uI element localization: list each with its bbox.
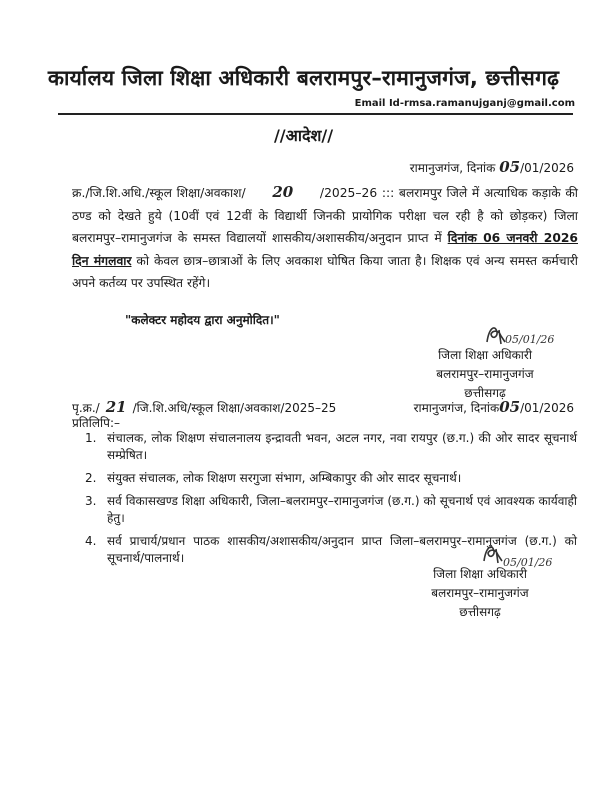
list-item-number: 2. xyxy=(85,471,97,485)
list-item xyxy=(85,430,577,464)
list-item-text: संयुक्त संचालक, लोक शिक्षण सरगुजा संभाग, अम्बिकापुर की ओर सादर सूचनार्थ। xyxy=(107,471,462,485)
list-item-text: सर्व प्राचार्य/प्रधान पाठक शासकीय/अशासकीय/अनुदान प्राप्त जिला–बलरामपुर–रामानुजगंज (छ.ग.) को सूचनार्थ/पालनार्थ। xyxy=(107,534,577,565)
holiday-date-highlight: दिनांक 06 जनवरी 2026 दिन मंगलवार xyxy=(72,231,578,268)
signatory-state: छत्तीसगढ़ xyxy=(459,605,501,619)
copy-place-date xyxy=(414,398,574,416)
collector-approved-note: "कलेक्टर महोदय द्वारा अनुमोदित।" xyxy=(125,313,280,327)
signature-block-2 xyxy=(400,565,560,622)
order-place-date-prefix: रामानुजगंज, दिनांक xyxy=(409,161,496,175)
signatory-district: बलरामपुर–रामानुजगंज xyxy=(431,586,529,600)
copy-date-rest: /01/2026 xyxy=(520,401,574,415)
office-title: कार्यालय जिला शिक्षा अधिकारी बलरामपुर–रामानुजगंज, छत्तीसगढ़ xyxy=(47,66,560,90)
order-body xyxy=(72,181,578,295)
signatory-state: छत्तीसगढ़ xyxy=(464,386,506,400)
list-item-text: संचालक, लोक शिक्षण संचालनालय इन्द्रावती भवन, अटल नगर, नवा रायपुर (छ.ग.) की ओर सादर सूचनार्थ सम्प्रेषित। xyxy=(107,431,577,462)
order-ref-prefix: क्र./जि.शि.अधि./स्कूल शिक्षा/अवकाश/ xyxy=(72,186,246,200)
list-item-number: 1. xyxy=(85,431,97,445)
order-date-rest: /01/2026 xyxy=(520,161,574,175)
signatory-designation: जिला शिक्षा अधिकारी xyxy=(433,567,527,581)
list-item xyxy=(85,493,577,527)
order-ref-number: 20 xyxy=(272,183,294,201)
copy-ref-prefix: पृ.क्र./ xyxy=(72,401,100,415)
copy-place-date-prefix: रामानुजगंज, दिनांक xyxy=(413,401,500,415)
order-place-date xyxy=(410,158,574,176)
list-item-number: 4. xyxy=(85,534,97,548)
copies-label: प्रतिलिपि:– xyxy=(72,416,120,430)
order-body-part1: /2025–26 ::: बलरामपुर जिले में अत्याधिक कड़ाके की ठण्ड को देखते हुये (10वीं एवं 12वीं के विद्यार्थी जिनकी प्रायोगिक परीक्षा चल रही है को छोड़कर) जिला बलरामपुर–रामानुजगंज के समस्त विद्यालयों शासकीय/अशासकीय/अनुदान प्राप्त में xyxy=(72,186,578,245)
header-divider xyxy=(58,113,573,115)
copy-ref-suffix: /जि.शि.अधि/स्कूल शिक्षा/अवकाश/2025–25 xyxy=(132,401,337,415)
signatory-district: बलरामपुर–रामानुजगंज xyxy=(436,367,534,381)
signature-block-1 xyxy=(405,346,565,403)
list-item-number: 3. xyxy=(85,494,97,508)
list-item xyxy=(85,470,577,487)
copy-ref-number: 21 xyxy=(105,398,127,416)
signature-2-date: 05/01/26 xyxy=(503,556,553,569)
order-body-part2: को केवल छात्र–छात्राओं के लिए अवकाश घोषित किया जाता है। शिक्षक एवं अन्य समस्त कर्मचारी अपने कर्तव्य पर उपस्थित रहेंगे। xyxy=(72,253,578,290)
signatory-designation: जिला शिक्षा अधिकारी xyxy=(438,348,532,362)
order-date-day: 05 xyxy=(499,158,521,176)
order-heading: //आदेश// xyxy=(273,126,334,145)
office-email: Email Id-rmsa.ramanujganj@gmail.com xyxy=(354,98,575,109)
signature-1-date: 05/01/26 xyxy=(505,333,555,346)
list-item-text: सर्व विकासखण्ड शिक्षा अधिकारी, जिला–बलरामपुर–रामानुजगंज (छ.ग.) को सूचनार्थ एवं आवश्यक कार्यवाही हेतु। xyxy=(107,494,577,525)
copy-date-day: 05 xyxy=(499,398,521,416)
